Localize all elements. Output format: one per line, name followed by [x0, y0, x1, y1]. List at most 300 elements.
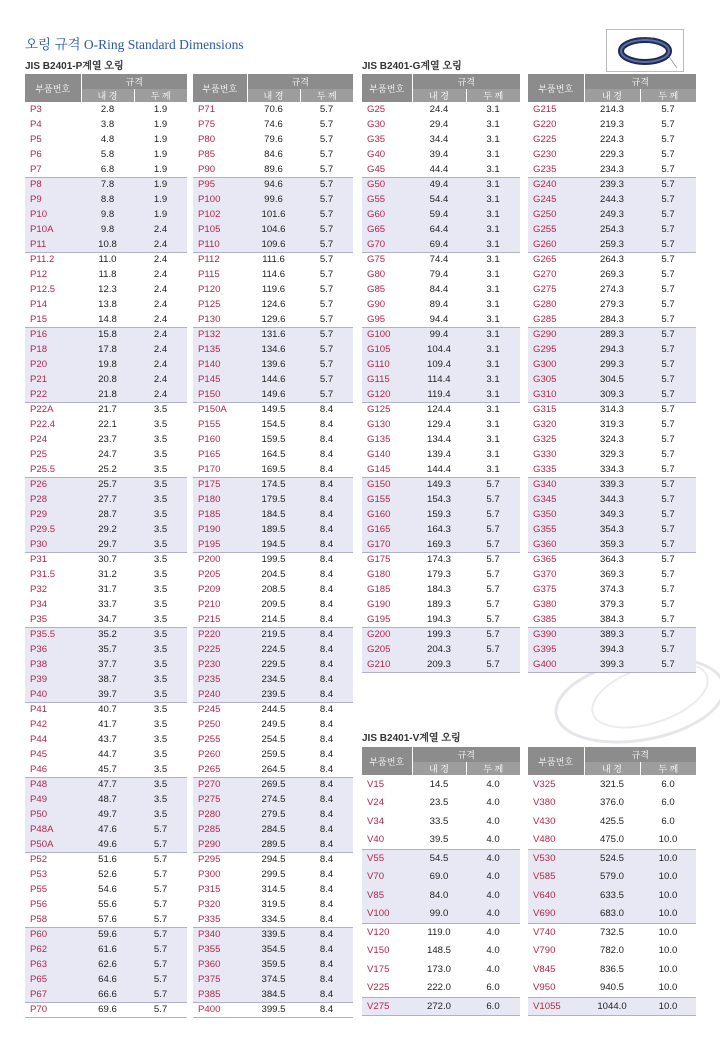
inner-diameter-cell: 284.3 [599, 313, 624, 325]
table-row [528, 462, 696, 477]
part-number-cell: V480 [533, 834, 556, 845]
table-row [528, 979, 696, 998]
part-number-cell: G305 [528, 372, 584, 387]
thickness-cell: 3.5 [134, 627, 187, 642]
part-number-cell: P140 [193, 357, 247, 372]
table-row [528, 192, 696, 207]
thickness-cell: 3.1 [466, 342, 520, 357]
table-row [193, 837, 353, 852]
thickness-cell: 3.1 [466, 207, 520, 222]
thickness-cell: 8.4 [300, 987, 353, 1002]
table-row [25, 687, 187, 702]
thickness-cell: 3.5 [134, 537, 187, 552]
part-number-cell: P300 [198, 869, 221, 880]
thickness-cell: 5.7 [153, 899, 168, 910]
table-row [362, 162, 520, 177]
section-title-v: JIS B2401-V계열 오링 [362, 733, 461, 744]
inner-diameter-cell: 2.8 [100, 104, 115, 115]
part-number-cell: P56 [30, 899, 48, 910]
part-number-cell: P28 [25, 492, 81, 507]
thickness-cell: 5.7 [661, 599, 675, 610]
inner-diameter-cell: 354.5 [247, 942, 300, 957]
inner-diameter-cell: 189.5 [247, 522, 300, 537]
thickness-cell: 8.4 [319, 463, 334, 475]
part-number-cell: P44 [30, 734, 48, 745]
thickness-cell: 5.7 [466, 537, 520, 552]
part-number-cell: P132 [193, 327, 247, 342]
inner-diameter-cell: 222.0 [426, 982, 451, 993]
table-row [25, 537, 187, 552]
table-row [528, 942, 696, 961]
section-title-g: JIS B2401-G계열 오링 [362, 61, 462, 72]
part-number-cell: P130 [198, 313, 221, 325]
part-number-cell: P48 [25, 777, 81, 792]
part-number-cell: P31.5 [30, 569, 56, 580]
thickness-cell: 5.7 [640, 357, 696, 372]
inner-diameter-cell: 334.3 [599, 463, 624, 475]
table-row [528, 132, 696, 147]
thickness-cell: 5.7 [300, 252, 353, 267]
part-number-cell: P125 [198, 299, 221, 310]
oring-diagram [606, 29, 684, 72]
inner-diameter-cell: 189.3 [426, 599, 451, 610]
table-row [528, 492, 696, 507]
part-number-cell: P5 [30, 134, 42, 145]
part-number-cell: G260 [528, 237, 584, 252]
thickness-cell: 5.7 [300, 387, 353, 402]
table-row [193, 597, 353, 612]
inner-diameter-cell: 39.4 [429, 149, 449, 160]
inner-diameter-cell: 179.5 [247, 492, 300, 507]
part-number-cell: G140 [367, 449, 391, 460]
part-number-cell: P40 [25, 687, 81, 702]
table-row [193, 267, 353, 282]
thickness-cell: 8.4 [300, 642, 353, 657]
inner-diameter-cell: 8.8 [81, 192, 134, 207]
thickness-cell: 5.7 [661, 299, 675, 310]
table-row [193, 282, 353, 297]
inner-diameter-cell: 124.6 [261, 299, 286, 310]
thickness-cell: 2.4 [134, 357, 187, 372]
table-row [528, 312, 696, 327]
thickness-cell: 3.5 [134, 492, 187, 507]
part-number-cell: P58 [30, 913, 48, 925]
table-row [528, 342, 696, 357]
thickness-cell: 3.1 [486, 449, 500, 460]
table-row [528, 831, 696, 850]
header-spec: 규격 [247, 74, 353, 89]
inner-diameter-cell: 49.7 [81, 807, 134, 822]
inner-diameter-cell: 119.6 [261, 284, 286, 295]
part-number-cell: P11 [25, 237, 81, 252]
table-row [25, 972, 187, 987]
thickness-cell: 3.1 [486, 104, 500, 115]
part-number-cell: P39 [25, 672, 81, 687]
thickness-cell: 8.4 [319, 913, 334, 925]
thickness-cell: 2.4 [134, 252, 187, 267]
inner-diameter-cell: 23.5 [429, 797, 449, 809]
table-row [25, 582, 187, 597]
thickness-cell: 5.7 [640, 207, 696, 222]
part-number-cell: P75 [198, 119, 216, 130]
table-row [25, 642, 187, 657]
inner-diameter-cell: 244.3 [584, 192, 640, 207]
thickness-cell: 8.4 [300, 792, 353, 807]
inner-diameter-cell: 219.5 [247, 627, 300, 642]
inner-diameter-cell: 21.8 [81, 387, 134, 402]
thickness-cell: 6.0 [661, 778, 675, 790]
part-number-cell: P105 [193, 222, 247, 237]
thickness-cell: 5.7 [300, 357, 353, 372]
part-number-cell: P100 [193, 192, 247, 207]
thickness-cell: 3.5 [134, 522, 187, 537]
thickness-cell: 4.0 [466, 905, 520, 924]
inner-diameter-cell: 69.6 [81, 1002, 134, 1017]
table-g-2 [528, 74, 696, 673]
inner-diameter-cell: 99.4 [412, 327, 466, 342]
thickness-cell: 3.1 [466, 387, 520, 402]
part-number-cell: G100 [362, 327, 412, 342]
inner-diameter-cell: 9.8 [81, 222, 134, 237]
part-number-cell: P175 [193, 477, 247, 492]
thickness-cell: 2.4 [134, 342, 187, 357]
inner-diameter-cell: 54.5 [412, 849, 466, 868]
part-number-cell: P35.5 [25, 627, 81, 642]
thickness-cell: 3.5 [134, 672, 187, 687]
thickness-cell: 3.1 [486, 434, 500, 445]
table-row [25, 867, 187, 882]
inner-diameter-cell: 14.5 [429, 778, 449, 790]
thickness-cell: 3.5 [134, 657, 187, 672]
part-number-cell: P4 [30, 119, 42, 130]
part-number-cell: P255 [198, 734, 221, 745]
inner-diameter-cell: 59.6 [81, 927, 134, 942]
thickness-cell: 5.7 [661, 149, 675, 160]
inner-diameter-cell: 144.4 [426, 463, 451, 475]
table-row [362, 237, 520, 252]
part-number-cell: G350 [528, 507, 584, 522]
inner-diameter-cell: 475.0 [599, 834, 624, 845]
thickness-cell: 8.4 [319, 569, 334, 580]
thickness-cell: 5.7 [486, 584, 500, 595]
thickness-cell: 5.7 [640, 642, 696, 657]
part-number-cell: P210 [198, 599, 221, 610]
inner-diameter-cell: 154.5 [261, 419, 286, 430]
thickness-cell: 3.5 [134, 552, 187, 567]
header-inner: 내 경 [247, 89, 300, 102]
thickness-cell: 5.7 [319, 284, 334, 295]
inner-diameter-cell: 164.3 [412, 522, 466, 537]
table-row [362, 222, 520, 237]
part-number-cell: G145 [367, 463, 391, 475]
inner-diameter-cell: 174.3 [412, 552, 466, 567]
thickness-cell: 8.4 [300, 402, 353, 417]
table-row [25, 102, 187, 117]
thickness-cell: 2.4 [134, 237, 187, 252]
table-row [25, 117, 187, 132]
thickness-cell: 5.7 [300, 207, 353, 222]
part-number-cell: V34 [367, 815, 385, 827]
table-row [528, 447, 696, 462]
thickness-cell: 6.0 [661, 815, 675, 827]
part-number-cell: G285 [533, 313, 557, 325]
inner-diameter-cell: 194.3 [426, 613, 451, 625]
table-row [25, 852, 187, 867]
table-row [193, 627, 353, 642]
thickness-cell: 3.1 [466, 357, 520, 372]
part-number-cell: V380 [533, 797, 556, 809]
thickness-cell: 4.0 [486, 778, 500, 790]
thickness-cell: 5.7 [640, 222, 696, 237]
part-number-cell: G70 [362, 237, 412, 252]
table-row [193, 507, 353, 522]
inner-diameter-cell: 35.2 [81, 627, 134, 642]
part-number-cell: P36 [25, 642, 81, 657]
thickness-cell: 2.4 [134, 387, 187, 402]
inner-diameter-cell: 149.6 [247, 387, 300, 402]
inner-diameter-cell: 379.3 [599, 599, 624, 610]
thickness-cell: 8.4 [319, 419, 334, 430]
inner-diameter-cell: 334.5 [261, 913, 286, 925]
inner-diameter-cell: 64.6 [81, 972, 134, 987]
part-number-cell: G65 [362, 222, 412, 237]
inner-diameter-cell: 229.3 [599, 149, 624, 160]
inner-diameter-cell: 264.3 [584, 252, 640, 267]
table-row [193, 732, 353, 747]
table-row [193, 447, 353, 462]
part-number-cell: P110 [193, 237, 247, 252]
table-row [362, 132, 520, 147]
inner-diameter-cell: 15.8 [81, 327, 134, 342]
table-row [528, 812, 696, 831]
header-part: 부품번호 [528, 74, 584, 102]
inner-diameter-cell: 399.3 [584, 657, 640, 672]
inner-diameter-cell: 94.4 [429, 313, 449, 325]
table-row [25, 882, 187, 897]
thickness-cell: 3.1 [486, 463, 500, 475]
inner-diameter-cell: 54.4 [412, 192, 466, 207]
thickness-cell: 2.4 [134, 222, 187, 237]
table-row [25, 357, 187, 372]
table-row [362, 462, 520, 477]
table-row [528, 177, 696, 192]
inner-diameter-cell: 359.5 [247, 957, 300, 972]
thickness-cell: 1.9 [153, 163, 168, 175]
inner-diameter-cell: 289.3 [584, 327, 640, 342]
thickness-cell: 2.4 [153, 284, 168, 295]
thickness-cell: 3.5 [134, 477, 187, 492]
inner-diameter-cell: 384.5 [247, 987, 300, 1002]
inner-diameter-cell: 209.3 [412, 657, 466, 672]
inner-diameter-cell: 164.5 [261, 449, 286, 460]
table-row [193, 807, 353, 822]
table-row [528, 905, 696, 924]
part-number-cell: G95 [367, 313, 386, 325]
thickness-cell: 3.5 [134, 507, 187, 522]
inner-diameter-cell: 64.4 [412, 222, 466, 237]
table-row [362, 327, 520, 342]
thickness-cell: 3.1 [466, 372, 520, 387]
thickness-cell: 10.0 [640, 849, 696, 868]
header-part: 부품번호 [362, 747, 412, 775]
inner-diameter-cell: 319.5 [261, 899, 286, 910]
thickness-cell: 2.4 [153, 269, 168, 280]
part-number-cell: P235 [193, 672, 247, 687]
thickness-cell: 5.7 [319, 163, 334, 175]
part-number-cell: G380 [533, 599, 557, 610]
thickness-cell: 8.4 [300, 807, 353, 822]
table-row [193, 132, 353, 147]
thickness-cell: 1.9 [153, 149, 168, 160]
thickness-cell: 8.4 [300, 972, 353, 987]
inner-diameter-cell: 254.5 [261, 734, 286, 745]
part-number-cell: P25 [30, 449, 48, 460]
part-number-cell: P295 [193, 852, 247, 867]
table-p-1 [25, 74, 187, 1018]
thickness-cell: 10.0 [640, 886, 696, 905]
table-row [362, 342, 520, 357]
table-row [25, 612, 187, 627]
header-thick: 두 께 [134, 89, 187, 102]
table-row [362, 905, 520, 924]
part-number-cell: P400 [193, 1002, 247, 1017]
inner-diameter-cell: 52.6 [98, 869, 117, 880]
inner-diameter-cell: 294.5 [247, 852, 300, 867]
table-row [362, 447, 520, 462]
part-number-cell: V40 [367, 834, 385, 845]
inner-diameter-cell: 109.6 [247, 237, 300, 252]
table-row [25, 237, 187, 252]
inner-diameter-cell: 57.6 [98, 913, 117, 925]
part-number-cell: P12 [30, 269, 48, 280]
part-number-cell: G115 [362, 372, 412, 387]
thickness-cell: 3.1 [466, 252, 520, 267]
table-row [528, 267, 696, 282]
inner-diameter-cell: 39.7 [81, 687, 134, 702]
inner-diameter-cell: 129.6 [261, 313, 286, 325]
table-row [193, 522, 353, 537]
thickness-cell: 3.5 [134, 687, 187, 702]
inner-diameter-cell: 51.6 [81, 852, 134, 867]
thickness-cell: 5.7 [466, 507, 520, 522]
table-row [528, 886, 696, 905]
table-row [528, 522, 696, 537]
thickness-cell: 5.7 [319, 299, 334, 310]
table-row [362, 177, 520, 192]
inner-diameter-cell: 204.3 [412, 642, 466, 657]
table-row [362, 997, 520, 1016]
part-number-cell: G40 [367, 149, 386, 160]
inner-diameter-cell: 249.5 [261, 719, 286, 730]
thickness-cell: 10.0 [640, 997, 696, 1016]
thickness-cell: 5.7 [134, 927, 187, 942]
inner-diameter-cell: 184.3 [426, 584, 451, 595]
thickness-cell: 3.1 [466, 402, 520, 417]
thickness-cell: 5.7 [640, 252, 696, 267]
header-thick: 두 께 [640, 762, 696, 775]
thickness-cell: 5.7 [466, 552, 520, 567]
inner-diameter-cell: 131.6 [247, 327, 300, 342]
table-row [25, 807, 187, 822]
thickness-cell: 5.7 [300, 237, 353, 252]
thickness-cell: 3.5 [134, 807, 187, 822]
inner-diameter-cell: 19.8 [81, 357, 134, 372]
thickness-cell: 5.7 [134, 972, 187, 987]
thickness-cell: 8.4 [300, 627, 353, 642]
inner-diameter-cell: 259.3 [584, 237, 640, 252]
part-number-cell: P22 [25, 387, 81, 402]
inner-diameter-cell: 129.4 [426, 419, 451, 430]
thickness-cell: 8.4 [300, 927, 353, 942]
thickness-cell: 2.4 [153, 313, 168, 325]
table-row [528, 357, 696, 372]
table-row [25, 567, 187, 582]
inner-diameter-cell: 324.3 [599, 434, 624, 445]
inner-diameter-cell: 33.7 [98, 599, 117, 610]
thickness-cell: 5.7 [640, 192, 696, 207]
table-row [193, 672, 353, 687]
inner-diameter-cell: 139.4 [426, 449, 451, 460]
inner-diameter-cell: 940.5 [599, 982, 624, 993]
thickness-cell: 4.0 [486, 834, 500, 845]
table-row [528, 207, 696, 222]
inner-diameter-cell: 159.5 [261, 434, 286, 445]
inner-diameter-cell: 314.5 [261, 884, 286, 895]
inner-diameter-cell: 59.4 [412, 207, 466, 222]
inner-diameter-cell: 274.5 [247, 792, 300, 807]
inner-diameter-cell: 4.8 [100, 134, 115, 145]
inner-diameter-cell: 84.6 [264, 149, 283, 160]
table-row [362, 597, 520, 612]
part-number-cell: P260 [198, 749, 221, 760]
part-number-cell: G110 [362, 357, 412, 372]
table-row [528, 387, 696, 402]
thickness-cell: 5.7 [640, 177, 696, 192]
table-row [25, 177, 187, 192]
thickness-cell: 3.1 [486, 284, 500, 295]
inner-diameter-cell: 239.5 [247, 687, 300, 702]
table-row [193, 1002, 353, 1017]
part-number-cell: P185 [193, 507, 247, 522]
header-thick: 두 께 [640, 89, 696, 102]
part-number-cell: V70 [362, 868, 412, 887]
part-number-cell: V585 [528, 868, 584, 887]
inner-diameter-cell: 579.0 [584, 868, 640, 887]
part-number-cell: P315 [198, 884, 221, 895]
inner-diameter-cell: 104.4 [412, 342, 466, 357]
part-number-cell: G250 [528, 207, 584, 222]
inner-diameter-cell: 84.4 [429, 284, 449, 295]
thickness-cell: 3.5 [153, 734, 168, 745]
table-row [362, 282, 520, 297]
thickness-cell: 5.7 [661, 134, 675, 145]
table-row [528, 582, 696, 597]
thickness-cell: 1.9 [134, 192, 187, 207]
part-number-cell: P41 [25, 702, 81, 717]
part-number-cell: G265 [528, 252, 584, 267]
inner-diameter-cell: 219.3 [599, 119, 624, 130]
part-number-cell: P63 [25, 957, 81, 972]
inner-diameter-cell: 22.1 [98, 419, 117, 430]
table-row [528, 402, 696, 417]
thickness-cell: 3.1 [466, 222, 520, 237]
thickness-cell: 8.4 [300, 492, 353, 507]
thickness-cell: 5.7 [134, 852, 187, 867]
table-row [193, 477, 353, 492]
table-v-2 [528, 747, 696, 1016]
inner-diameter-cell: 39.5 [429, 834, 449, 845]
part-number-cell: P21 [25, 372, 81, 387]
